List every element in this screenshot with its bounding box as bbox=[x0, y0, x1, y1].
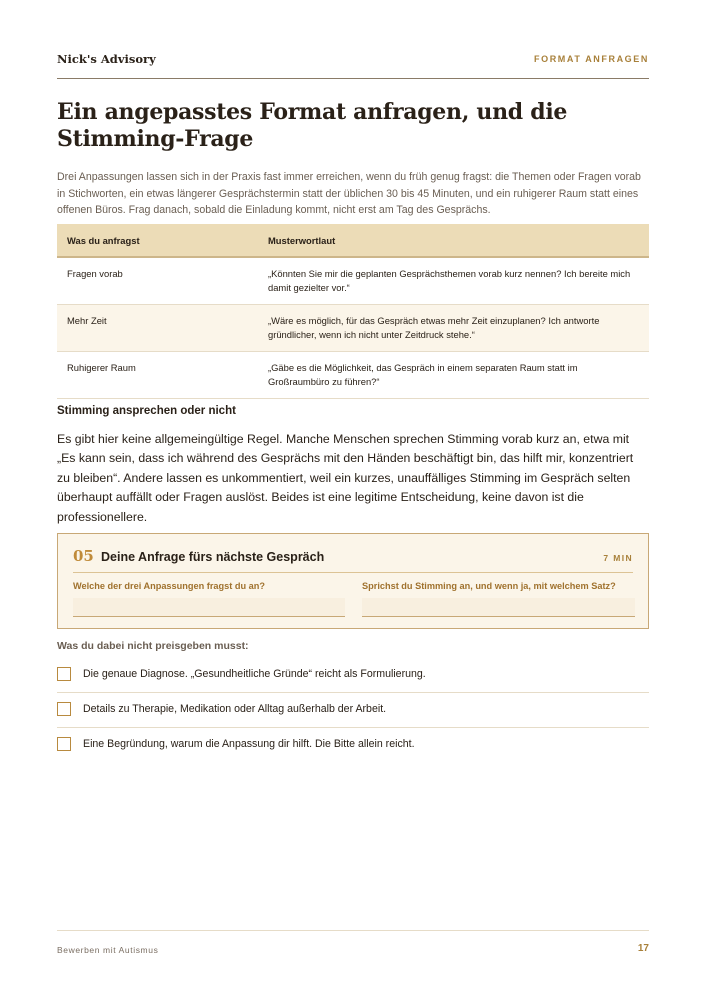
wording-cell: „Gäbe es die Möglichkeit, das Gespräch in einem separaten Raum statt im Großraumbüro zu führen?“ bbox=[258, 352, 649, 399]
table-row bbox=[57, 257, 649, 305]
column-header-request: Was du anfragst bbox=[57, 224, 258, 257]
exercise-divider bbox=[73, 572, 633, 573]
stimming-paragraph: Es gibt hier keine allgemeingültige Regel. Manche Menschen sprechen Stimming vorab kurz an, etwa mit „Es kann sein, dass ich während des Gesprächs mit den Händen beschäftigt bin, das hilft mir, konzentriert zu bleiben“. Andere lassen es unkommentiert, weil ein kurzes, unauffälliges Stimming im Gespräch selten überhaupt auffällt oder Fragen auslöst. Beides ist eine legitime Entscheidung, keine davon ist die professionellere. bbox=[57, 432, 634, 524]
exercise-duration: 7 MIN bbox=[603, 553, 633, 563]
table-row bbox=[57, 305, 649, 352]
adjustment-input[interactable] bbox=[73, 598, 345, 617]
footer-book-title: Bewerben mit Autismus bbox=[57, 945, 159, 955]
table-row bbox=[57, 352, 649, 399]
request-table bbox=[57, 224, 649, 399]
checklist-item-label: Eine Begründung, warum die Anpassung dir hilft. Die Bitte allein reicht. bbox=[83, 738, 415, 750]
brand-name: Nick's Advisory bbox=[57, 52, 156, 66]
section-label: FORMAT ANFRAGEN bbox=[534, 54, 649, 64]
checklist-item-label: Die genaue Diagnose. „Gesundheitliche Gründe“ reicht als Formulierung. bbox=[83, 668, 426, 680]
page-number: 17 bbox=[637, 943, 649, 954]
stimming-input[interactable] bbox=[362, 598, 635, 617]
checklist-item bbox=[57, 658, 649, 693]
page-title: Ein angepasstes Format anfragen, und die Stimming-Frage bbox=[57, 99, 568, 152]
checklist-title: Was du dabei nicht preisgeben musst: bbox=[57, 640, 249, 652]
stimming-field-label: Sprichst du Stimming an, und wenn ja, mit welchem Satz? bbox=[362, 581, 616, 591]
checklist bbox=[57, 658, 649, 762]
request-cell: Fragen vorab bbox=[57, 257, 258, 305]
stimming-heading: Stimming ansprechen oder nicht bbox=[57, 405, 236, 417]
intro-paragraph: Drei Anpassungen lassen sich in der Praxis fast immer erreichen, wenn du früh genug fragst: die Themen oder Fragen vorab in Stichworten, ein etwas längerer Gesprächstermin statt der üblichen 30 bis 45 Minuten, und ein ruhigerer Raum statt eines offenen Büros. Frag danach, sobald die Einladung kommt, nicht erst am Tag des Gesprächs. bbox=[57, 171, 641, 216]
adjustment-field-label: Welche der drei Anpassungen fragst du an? bbox=[73, 581, 265, 591]
exercise-number: 05 bbox=[73, 547, 94, 565]
checklist-item bbox=[57, 728, 649, 762]
running-header bbox=[57, 52, 649, 79]
checklist-item-label: Details zu Therapie, Medikation oder Alltag außerhalb der Arbeit. bbox=[83, 703, 387, 715]
checkbox[interactable] bbox=[57, 737, 71, 751]
page-footer bbox=[57, 930, 649, 955]
page bbox=[57, 0, 649, 1000]
wording-cell: „Könnten Sie mir die geplanten Gesprächsthemen vorab kurz nennen? Ich bereite mich damit gezielter vor.“ bbox=[258, 257, 649, 305]
request-cell: Mehr Zeit bbox=[57, 305, 258, 352]
column-header-wording: Musterwortlaut bbox=[258, 224, 649, 257]
checkbox[interactable] bbox=[57, 702, 71, 716]
exercise-title: Deine Anfrage fürs nächste Gespräch bbox=[101, 550, 325, 564]
exercise-box bbox=[57, 533, 649, 629]
request-cell: Ruhigerer Raum bbox=[57, 352, 258, 399]
checkbox[interactable] bbox=[57, 667, 71, 681]
checklist-item bbox=[57, 693, 649, 728]
wording-cell: „Wäre es möglich, für das Gespräch etwas mehr Zeit einzuplanen? Ich antworte gründlicher, wenn ich nicht unter Zeitdruck stehe.“ bbox=[258, 305, 649, 352]
table-header-row bbox=[57, 224, 649, 257]
